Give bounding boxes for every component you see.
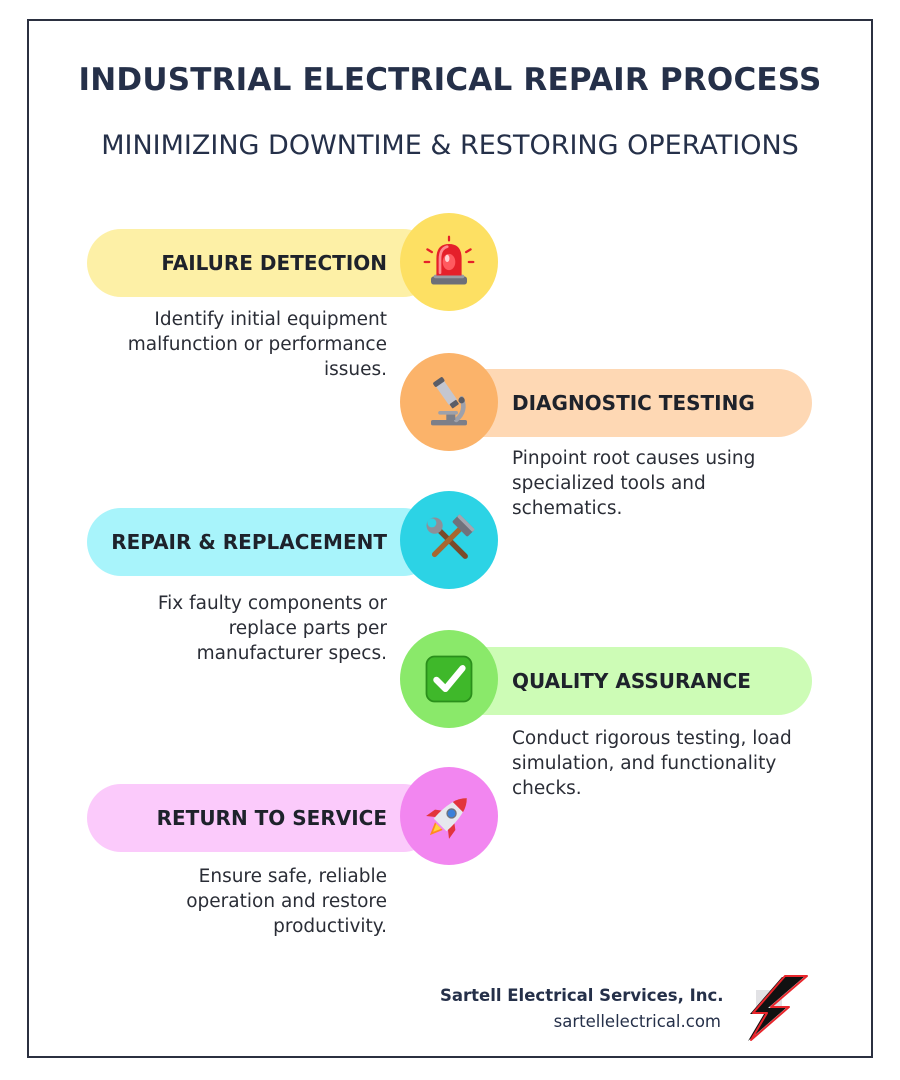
- step-label: RETURN TO SERVICE: [156, 806, 387, 830]
- step-description-return-to-service: Ensure safe, reliable operation and restore productivity.: [186, 866, 387, 937]
- page-title: INDUSTRIAL ELECTRICAL REPAIR PROCESS: [78, 62, 822, 98]
- company-name: Sartell Electrical Services, Inc.: [440, 986, 724, 1005]
- step-description-failure-detection: Identify initial equipment malfunction or performance issues.: [127, 309, 387, 380]
- rocket-icon: [422, 789, 476, 843]
- step-pill-failure-detection: [87, 229, 437, 297]
- step-circle-quality-assurance: [400, 630, 498, 728]
- step-circle-return-to-service: [400, 767, 498, 865]
- step-description-quality-assurance: Conduct rigorous testing, load simulation, and functionality checks.: [512, 728, 792, 799]
- company-url[interactable]: sartellelectrical.com: [553, 1012, 721, 1031]
- step-circle-repair-replacement: [400, 491, 498, 589]
- lightning-bolt-logo-icon: [742, 974, 808, 1044]
- step-description-repair-replacement: Fix faulty components or replace parts per manufacturer specs.: [157, 593, 387, 664]
- step-label: DIAGNOSTIC TESTING: [512, 391, 755, 415]
- step-pill-diagnostic-testing: [450, 369, 812, 437]
- step-label: QUALITY ASSURANCE: [512, 669, 751, 693]
- check-mark-icon: [422, 652, 476, 706]
- siren-icon: [422, 235, 476, 289]
- step-label: REPAIR & REPLACEMENT: [111, 530, 387, 554]
- step-pill-return-to-service: [87, 784, 437, 852]
- step-circle-diagnostic-testing: [400, 353, 498, 451]
- step-pill-quality-assurance: [450, 647, 812, 715]
- step-pill-repair-replacement: [87, 508, 437, 576]
- step-label: FAILURE DETECTION: [161, 251, 387, 275]
- microscope-icon: [422, 375, 476, 429]
- hammer-and-wrench-icon: [422, 513, 476, 567]
- page-subtitle: MINIMIZING DOWNTIME & RESTORING OPERATIONS: [101, 130, 799, 161]
- step-circle-failure-detection: [400, 213, 498, 311]
- step-description-diagnostic-testing: Pinpoint root causes using specialized tools and schematics.: [512, 448, 756, 519]
